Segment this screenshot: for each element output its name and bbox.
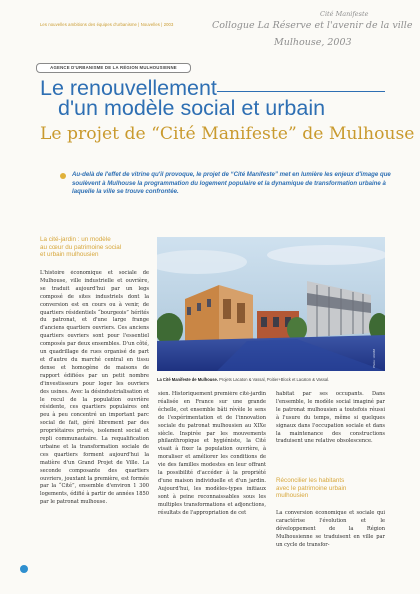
body-column-3 [276,391,385,463]
handwritten-line: Collogue La Réserve et l'avenir de la ville [212,20,413,31]
photo-caption-title: La Cité Manifeste de Mulhouse. [157,377,218,382]
body-paragraph: habitat par ses occupants. Dans l'ensemble, le modèle social imaginé par le patronat mulhousien a toutefois réussi à l'usure du temps, même si quelques signaux dans l'occupation sociale et dans la maintenance des constructions traduisent une relative obsolescence. [276,391,385,445]
photo-credit: Photo : AURM [372,348,376,368]
page-title-line1: Le renouvellement [40,76,217,100]
section-heading-line: Réconcilier les habitants [276,477,345,484]
section-heading-line: et urbain mulhousien [40,251,99,259]
body-paragraph: sien. Historiquement première cité-jardin réalisée en France sur une grande échelle, cet ensemble bâti révèle le sens de l'expérimentation et de l'innovation sociale du patronat mulhousien au XIXe siècle. Inspirée par les mouvements philanthropique et hygiéniste, la Cité visait à fixer la population ouvrière, à moraliser et améliorer les conditions de vie des familles modestes en leur offrant la possibilité d'accéder à la propriété d'une maison individuelle et d'un jardin. Aujourd'hui, les modèles-types initiaux sont à peine reconnaissables sous les multiples transformations et adjonctions, résultats de l'appropriation de cet [158,391,266,516]
agency-label: AGENCE D'URBANISME DE LA RÉGION MULHOUSIENNE [36,63,191,73]
page-marker-dot [20,565,28,573]
photo-cite-manifeste [157,237,385,371]
handwritten-note [212,10,413,52]
lead-paragraph: Au-delà de l'effet de vitrine qu'il provoque, le projet de “Cité Manifeste” met en lumière les enjeux d'image que soulèvent à Mulhouse la programmation du logement populaire et la dynamique de transformation urbaine à laquelle la ville se trouve confrontée. [72,171,391,196]
handwritten-line: Mulhouse, 2003 [274,37,352,48]
section-heading-line: avec le patrimoine urbain [276,484,347,492]
section-heading [276,477,386,500]
page-subtitle: Le projet de “Cité Manifeste” de Mulhouse [40,124,415,144]
section-heading [40,236,150,259]
photo-caption [157,377,385,382]
bullet-icon [60,173,66,179]
running-head: Les nouvelles ambitions des équipes d'urbanisme | Nouvelles | 2003 [40,22,174,27]
body-column-1 [40,270,149,582]
section-heading-line: mulhousien [276,492,309,500]
body-paragraph: L'histoire économique et sociale de Mulhouse, ville industrielle et ouvrière, se traduit aujourd'hui par un legs composé de sites industriels dont la conversion est en cours ou à venir, de quartiers résidentiels “bourgeois” hérités du patronat, et d'une large frange d'anciens quartiers ouvriers. Ces anciens quartiers ouvriers sont pour l'essentiel composés par deux ensembles. D'un côté, un quadrillage de rues organisé de part et d'autre du marché central en tissu dense et homogène de maisons de rapport édifiées par un petit nombre d'investisseurs pour loger les ouvriers des usines. Avec la désindustrialisation et le recul de la population ouvrière résidente, ces quartiers populaires ont peu à peu concentré un important parc social de fait, géré librement par des propriétaires privés, isolement social et repli communautaire. La requalification urbaine et la transformation sociale de ces quartiers forment aujourd'hui la matière d'un Grand Projet de Ville. La seconde composante des quartiers ouvriers, jouxtant la première, est formée par la “Cité”, ensemble d'environ 1 300 logements, édifié à partir de années 1850 par le patronat mulhouse. [40,270,149,506]
body-paragraph: La conversion économique et sociale qui caractérise l'évolution et le développement de la Région Mulhousienne se traduisent en ville par un cycle de transfor- [276,510,385,548]
section-heading-line: La cité-jardin : un modèle [40,236,111,243]
body-column-2 [158,391,266,581]
handwritten-line: Cité Manifeste [320,10,369,18]
title-rule [217,91,385,92]
body-column-3-continued [276,510,385,582]
page-title-line2: d'un modèle social et urbain [58,96,326,120]
photo-caption-text: Projets Lacaton & Vassal, Poitier+Block et Lacaton & Vassal. [217,377,330,382]
section-heading-line: au cœur du patrimoine social [40,243,122,251]
